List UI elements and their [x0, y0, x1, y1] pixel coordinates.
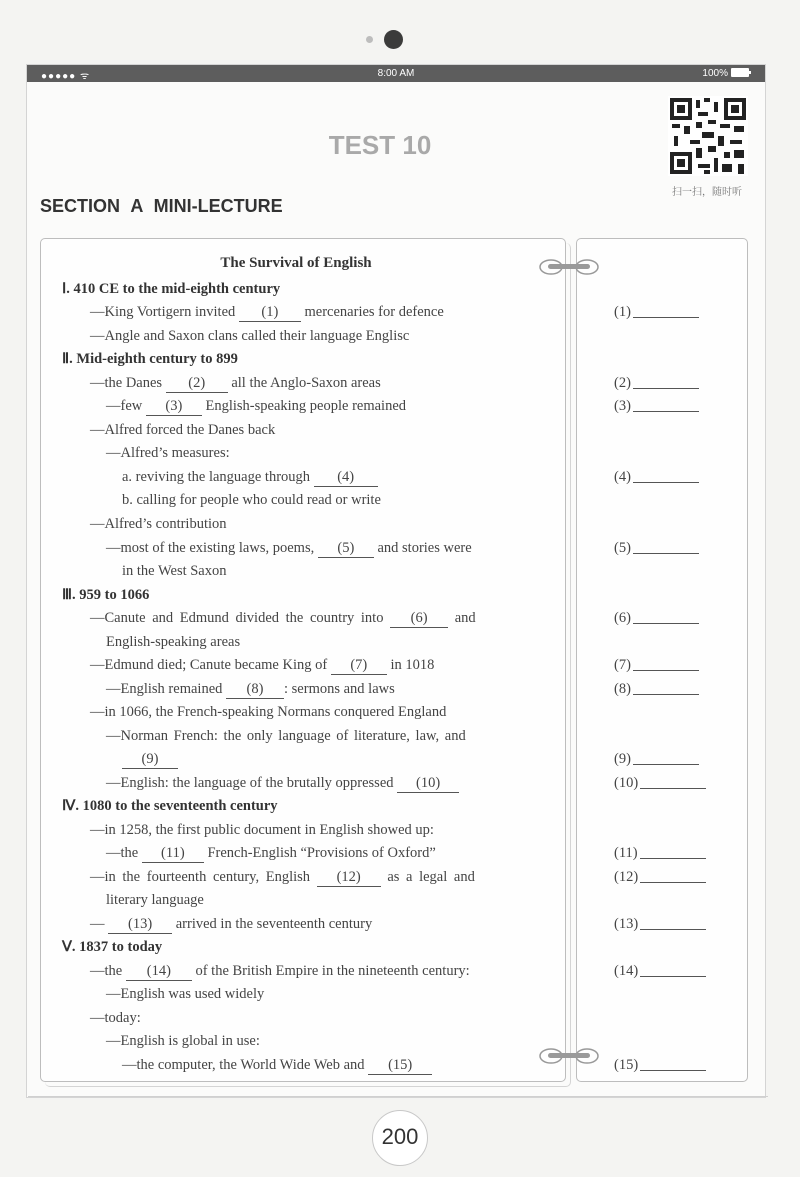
blank-11: (11) [142, 844, 204, 863]
signal-indicator: ●●●●● ᯤ [41, 71, 91, 82]
outline-line: —the (11) French-English “Provisions of Oxford” [106, 845, 436, 861]
outline-line: —Edmund died; Canute became King of (7) in 1018 [90, 657, 435, 673]
outline-line: —few (3) English-speaking people remained [106, 398, 407, 414]
answer-slot[interactable]: (6) [614, 609, 699, 627]
outline-line: —Canute and Edmund divided the country into (6) and [90, 610, 476, 626]
outline-line: in the West Saxon [122, 563, 227, 579]
outline-line: —the (14) of the British Empire in the nineteenth century: [90, 963, 470, 979]
outline-line: —English was used widely [106, 986, 265, 1002]
blank-6: (6) [390, 609, 448, 628]
blank-14: (14) [126, 962, 192, 981]
outline-line: —English remained (8) : sermons and laws [106, 681, 395, 697]
answer-slot[interactable]: (5) [614, 539, 699, 557]
answer-slot[interactable]: (15) [614, 1056, 706, 1074]
camera-lens-dot [384, 30, 403, 49]
section-title: SECTION A MINI-LECTURE [40, 196, 283, 216]
answer-slot[interactable]: (2) [614, 374, 699, 392]
outline-line: b. calling for people who could read or write [122, 492, 381, 508]
blank-15: (15) [368, 1056, 432, 1075]
answer-slot[interactable]: (10) [614, 774, 706, 792]
blank-3: (3) [146, 397, 202, 416]
outline-line: —Angle and Saxon clans called their language Englisc [90, 328, 410, 344]
outline-line: a. reviving the language through (4) [122, 468, 378, 487]
blank-10: (10) [397, 774, 459, 793]
camera-sensor-dot [366, 36, 373, 43]
section-heading: Ⅲ. 959 to 1066 [62, 587, 150, 603]
outline-line: —in the fourteenth century, English (12) as a legal and [90, 869, 475, 885]
outline-line: —in 1258, the first public document in English showed up: [90, 822, 434, 838]
battery-label: 100% [702, 68, 728, 79]
outline-line: —English: the language of the brutally oppressed (10) [106, 774, 459, 793]
blank-12: (12) [317, 868, 381, 887]
blank-7: (7) [331, 656, 387, 675]
blank-4: (4) [314, 468, 378, 487]
blank-1: (1) [239, 303, 301, 322]
outline-line: —Alfred’s measures: [106, 445, 230, 461]
binder-ring-icon [538, 1046, 600, 1066]
outline-line: —King Vortigern invited (1) mercenaries for defence [90, 304, 444, 320]
section-heading: Ⅱ. Mid-eighth century to 899 [62, 351, 238, 367]
outline-line [122, 750, 178, 769]
blank-8: (8) [226, 680, 284, 699]
test-title: TEST 10 [328, 130, 432, 160]
outline-line: — (13) arrived in the seventeenth century [90, 916, 373, 932]
outline-line: —Alfred forced the Danes back [90, 422, 276, 438]
answer-slot[interactable]: (11) [614, 844, 706, 862]
blank-9: (9) [122, 750, 178, 769]
outline-line: —the computer, the World Wide Web and (15) [122, 1056, 432, 1075]
page-number: 200 [372, 1110, 428, 1166]
battery-icon [731, 68, 749, 77]
section-heading: Ⅰ. 410 CE to the mid-eighth century [62, 281, 281, 297]
outline-line: —the Danes (2) all the Anglo-Saxon areas [90, 375, 381, 391]
bottom-divider [28, 1096, 768, 1097]
outline-line: —Alfred’s contribution [90, 516, 227, 532]
answer-slot[interactable]: (1) [614, 303, 699, 321]
outline-line: —most of the existing laws, poems, (5) and stories were [106, 540, 472, 556]
answer-slot[interactable]: (4) [614, 468, 699, 486]
section-heading: Ⅴ. 1837 to today [62, 939, 163, 955]
outline-line: English-speaking areas [106, 634, 241, 650]
blank-2: (2) [166, 374, 228, 393]
outline-line: —today: [90, 1010, 141, 1026]
section-heading: Ⅳ. 1080 to the seventeenth century [62, 798, 278, 814]
answer-slot[interactable]: (13) [614, 915, 706, 933]
answer-slot[interactable]: (7) [614, 656, 699, 674]
answer-slot[interactable]: (9) [614, 750, 699, 768]
answer-slot[interactable]: (3) [614, 397, 699, 415]
answer-slot[interactable]: (14) [614, 962, 706, 980]
outline-title: The Survival of English [220, 255, 372, 271]
tablet-camera [366, 30, 406, 50]
outline-line: —English is global in use: [106, 1033, 260, 1049]
qr-code-icon[interactable] [668, 96, 748, 176]
outline-line: literary language [106, 892, 204, 908]
outline-line: —Norman French: the only language of literature, law, and [106, 728, 466, 744]
blank-13: (13) [108, 915, 172, 934]
blank-5: (5) [318, 539, 374, 558]
status-bar [27, 65, 765, 82]
status-time: 8:00 AM [377, 68, 415, 79]
qr-caption: 扫一扫，随时听 [672, 187, 742, 198]
battery-indicator [702, 68, 749, 79]
answer-slot[interactable]: (12) [614, 868, 706, 886]
answer-slot[interactable]: (8) [614, 680, 699, 698]
outline-line: —in 1066, the French-speaking Normans conquered England [90, 704, 447, 720]
